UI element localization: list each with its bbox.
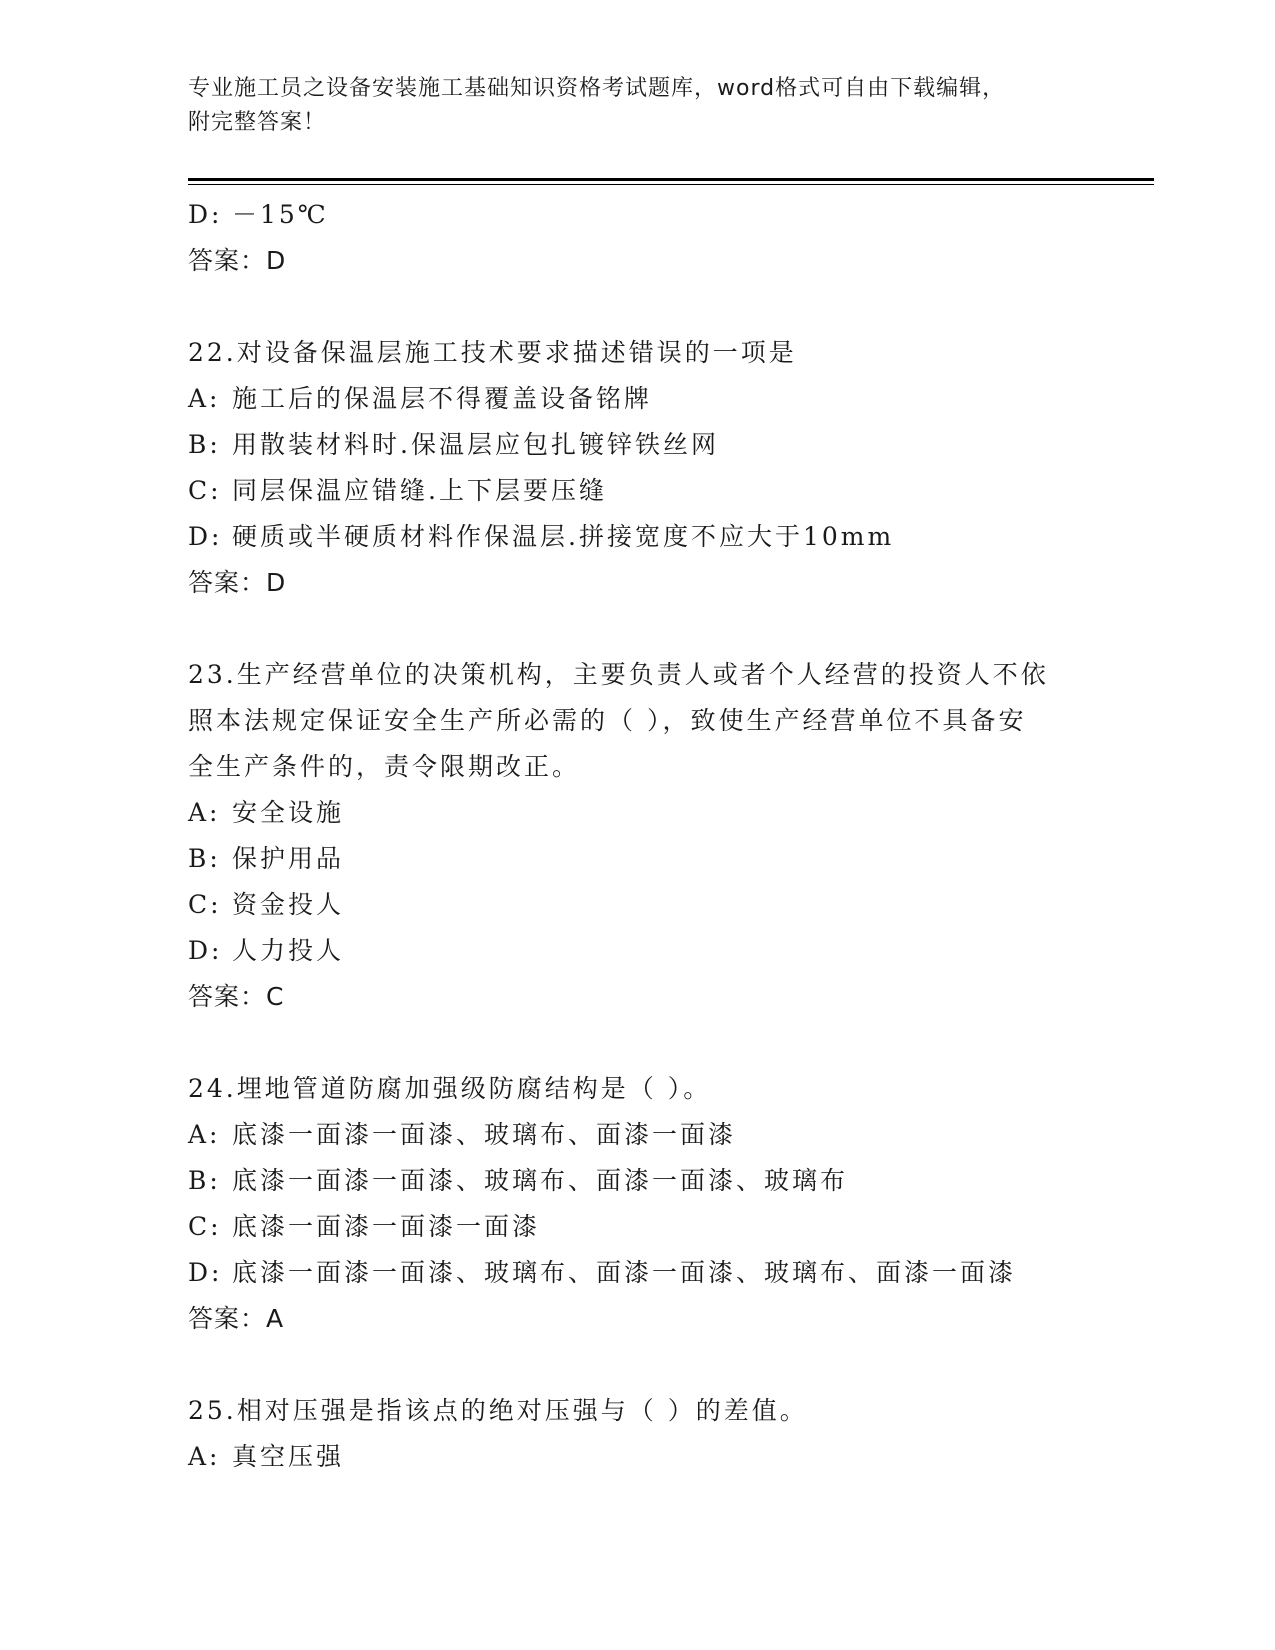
answer-line: 答案：A: [188, 1304, 285, 1333]
header-line-2: 附完整答案！: [188, 110, 327, 135]
header-divider-thick: [188, 178, 1154, 181]
answer-line: 答案：C: [188, 982, 285, 1011]
option-text: 真空压强: [232, 1442, 345, 1471]
option-key: B:: [188, 430, 221, 459]
option-row: [188, 376, 1088, 422]
question-block: [188, 652, 1088, 1020]
option-text: 资金投人: [232, 890, 345, 919]
header-divider-thin: [188, 184, 1154, 185]
option-text: 用散装材料时.保温层应包扎镀锌铁丝网: [232, 430, 719, 459]
option-row: [188, 1112, 1088, 1158]
option-row: [188, 192, 1088, 238]
answer-line: 答案：D: [188, 568, 287, 597]
question-stem: 23.生产经营单位的决策机构，主要负责人或者个人经营的投资人不依: [188, 660, 1049, 689]
answer-line: 答案：D: [188, 246, 287, 275]
option-key: C:: [188, 890, 222, 919]
question-stem: 全生产条件的，责令限期改正。: [188, 752, 581, 781]
option-key: D:: [188, 1258, 223, 1287]
option-text: 保护用品: [232, 844, 345, 873]
header-line-1: 专业施工员之设备安装施工基础知识资格考试题库，word格式可自由下载编辑，: [188, 76, 1006, 101]
option-text: －15℃: [232, 200, 329, 229]
spacer: [188, 284, 1088, 330]
option-text: 硬质或半硬质材料作保温层.拼接宽度不应大于10mm: [232, 522, 895, 551]
question-list: [188, 192, 1088, 1480]
spacer: [188, 606, 1088, 652]
option-key: B:: [188, 844, 221, 873]
option-text: 安全设施: [232, 798, 345, 827]
option-row: [188, 468, 1088, 514]
option-key: A:: [188, 384, 221, 413]
option-row: [188, 422, 1088, 468]
option-row: [188, 836, 1088, 882]
question-block: [188, 1388, 1088, 1480]
option-key: D:: [188, 522, 223, 551]
option-row: [188, 1250, 1088, 1296]
option-row: [188, 1434, 1088, 1480]
spacer: [188, 1020, 1088, 1066]
option-key: D:: [188, 936, 223, 965]
option-text: 底漆一面漆一面漆、玻璃布、面漆一面漆: [232, 1120, 737, 1149]
option-row: [188, 514, 1088, 560]
document-header: [188, 72, 1088, 140]
option-text: 底漆一面漆一面漆一面漆: [232, 1212, 541, 1241]
option-text: 人力投人: [232, 936, 345, 965]
option-key: C:: [188, 476, 222, 505]
option-row: [188, 928, 1088, 974]
option-key: A:: [188, 1120, 221, 1149]
option-key: B:: [188, 1166, 221, 1195]
question-block: [188, 330, 1088, 606]
option-text: 底漆一面漆一面漆、玻璃布、面漆一面漆、玻璃布、面漆一面漆: [232, 1258, 1017, 1287]
option-row: [188, 1204, 1088, 1250]
option-key: C:: [188, 1212, 222, 1241]
question-stem: 25.相对压强是指该点的绝对压强与（ ）的差值。: [188, 1396, 808, 1425]
option-text: 底漆一面漆一面漆、玻璃布、面漆一面漆、玻璃布: [232, 1166, 849, 1195]
question-stem: 照本法规定保证安全生产所必需的（ ），致使生产经营单位不具备安: [188, 706, 1027, 735]
option-row: [188, 882, 1088, 928]
option-key: A:: [188, 798, 221, 827]
option-key: A:: [188, 1442, 221, 1471]
option-text: 施工后的保温层不得覆盖设备铭牌: [232, 384, 653, 413]
option-row: [188, 790, 1088, 836]
question-stem: 22.对设备保温层施工技术要求描述错误的一项是: [188, 338, 797, 367]
option-text: 同层保温应错缝.上下层要压缝: [232, 476, 607, 505]
question-stem: 24.埋地管道防腐加强级防腐结构是（ ）。: [188, 1074, 712, 1103]
spacer: [188, 1342, 1088, 1388]
option-row: [188, 1158, 1088, 1204]
question-block: [188, 1066, 1088, 1342]
option-key: D:: [188, 200, 223, 229]
